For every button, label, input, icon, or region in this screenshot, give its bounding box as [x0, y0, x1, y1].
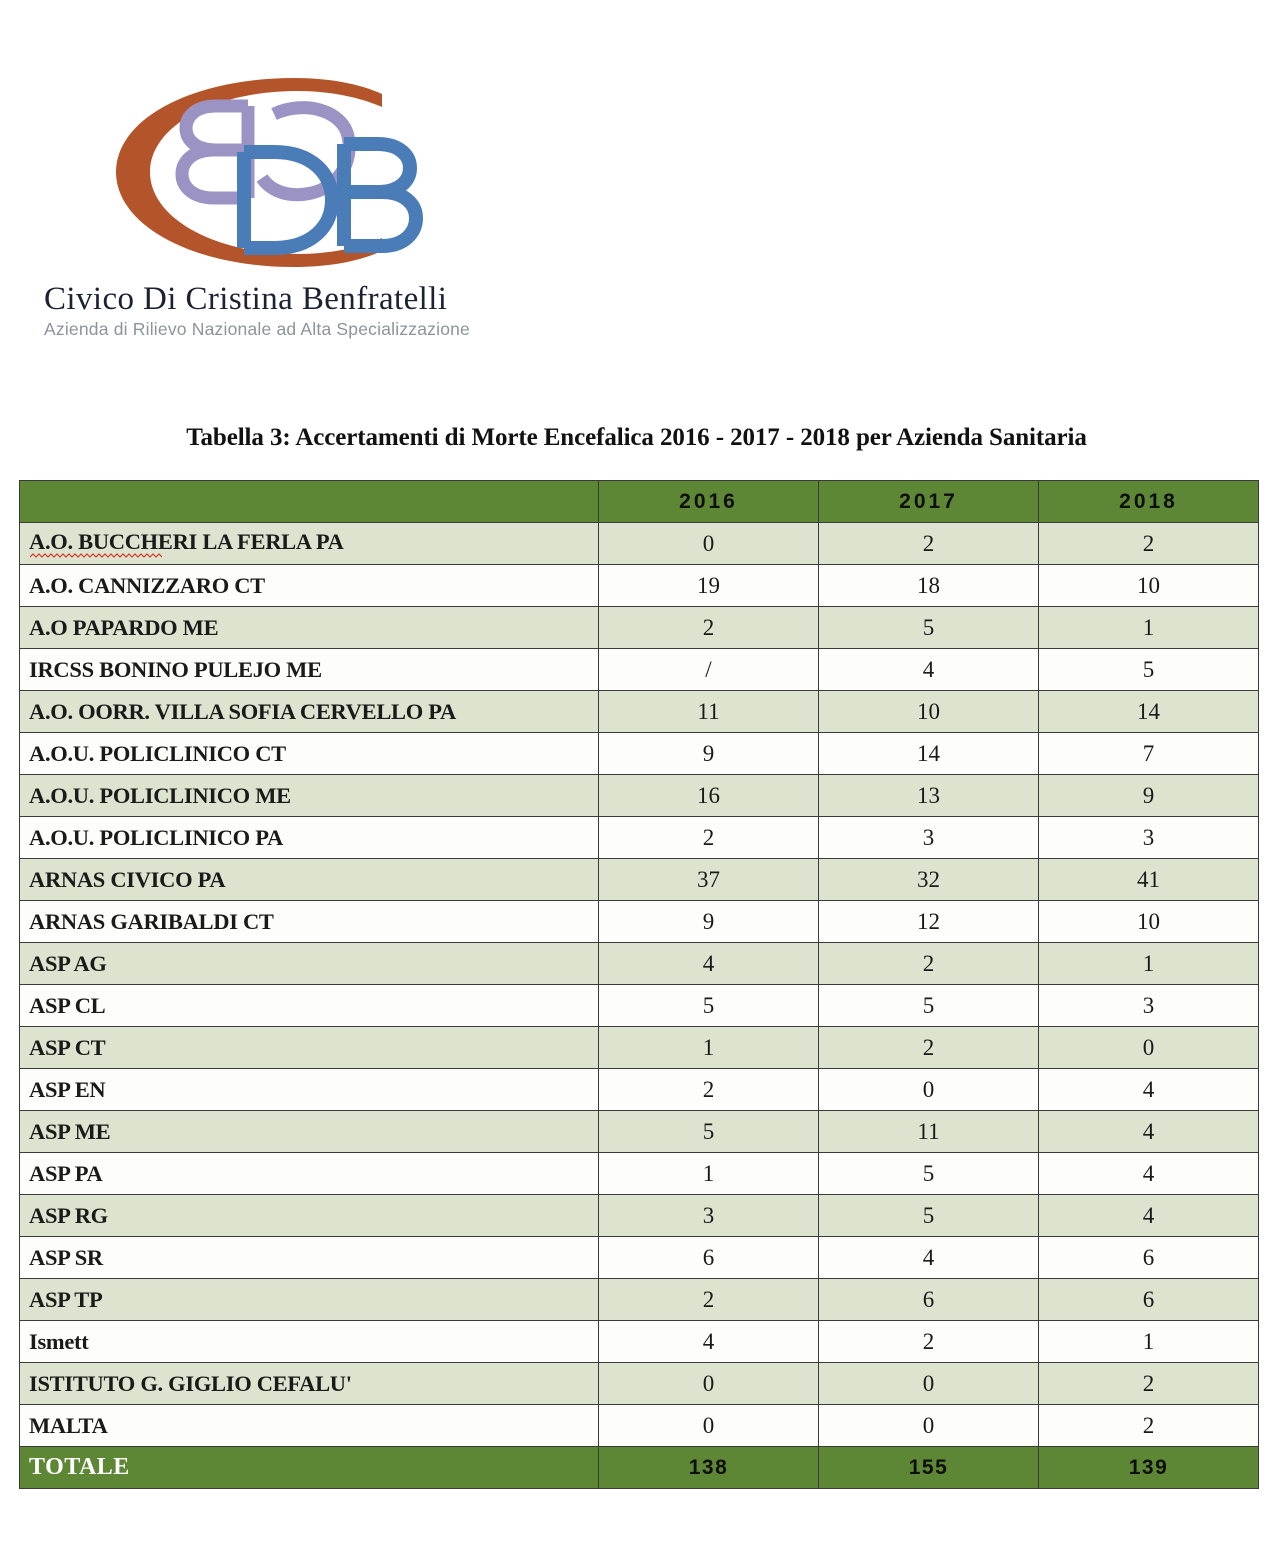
value-2016: 37 — [599, 859, 819, 901]
value-2018: 10 — [1039, 565, 1259, 607]
value-2018: 9 — [1039, 775, 1259, 817]
value-2016: 2 — [599, 607, 819, 649]
facility-name: IRCSS BONINO PULEJO ME — [20, 649, 599, 691]
table-body — [20, 523, 1259, 1447]
facility-name: ASP ME — [20, 1111, 599, 1153]
value-2016: 2 — [599, 1279, 819, 1321]
table-title: Tabella 3: Accertamenti di Morte Encefalica 2016 - 2017 - 2018 per Azienda Sanitaria — [186, 424, 1087, 451]
value-2017: 2 — [819, 943, 1039, 985]
facility-name: ARNAS CIVICO PA — [20, 859, 599, 901]
brain-death-assessments-table — [19, 480, 1259, 1489]
value-2017: 11 — [819, 1111, 1039, 1153]
table-header-row — [20, 481, 1259, 523]
value-2018: 4 — [1039, 1069, 1259, 1111]
value-2016: / — [599, 649, 819, 691]
value-2016: 9 — [599, 901, 819, 943]
value-2017: 32 — [819, 859, 1039, 901]
value-2018: 2 — [1039, 1363, 1259, 1405]
value-2017: 4 — [819, 649, 1039, 691]
facility-name: MALTA — [20, 1405, 599, 1447]
facility-name: ASP CT — [20, 1027, 599, 1069]
value-2016: 19 — [599, 565, 819, 607]
table-row — [20, 1111, 1259, 1153]
column-header-facility — [20, 481, 599, 523]
facility-name: ISTITUTO G. GIGLIO CEFALU' — [20, 1363, 599, 1405]
value-2017: 3 — [819, 817, 1039, 859]
table-row — [20, 733, 1259, 775]
table-row — [20, 775, 1259, 817]
table-row — [20, 1405, 1259, 1447]
value-2017: 2 — [819, 1321, 1039, 1363]
facility-name: Ismett — [20, 1321, 599, 1363]
value-2017: 2 — [819, 1027, 1039, 1069]
value-2017: 5 — [819, 1153, 1039, 1195]
table-row — [20, 1069, 1259, 1111]
cdb-monogram-logo — [98, 70, 438, 275]
value-2016: 0 — [599, 1405, 819, 1447]
table-row — [20, 1027, 1259, 1069]
facility-name: ASP RG — [20, 1195, 599, 1237]
facility-name: A.O. BUCCHERI LA FERLA PA — [20, 523, 599, 565]
value-2016: 5 — [599, 985, 819, 1027]
total-2016: 138 — [599, 1447, 819, 1489]
table-container — [19, 480, 1258, 1489]
value-2016: 2 — [599, 1069, 819, 1111]
column-header-2016: 2016 — [599, 481, 819, 523]
facility-name: ASP PA — [20, 1153, 599, 1195]
value-2016: 5 — [599, 1111, 819, 1153]
value-2017: 0 — [819, 1363, 1039, 1405]
value-2018: 2 — [1039, 523, 1259, 565]
value-2017: 5 — [819, 985, 1039, 1027]
table-row — [20, 1279, 1259, 1321]
value-2017: 5 — [819, 607, 1039, 649]
value-2018: 4 — [1039, 1153, 1259, 1195]
value-2018: 0 — [1039, 1027, 1259, 1069]
facility-name: A.O PAPARDO ME — [20, 607, 599, 649]
table-row — [20, 859, 1259, 901]
value-2017: 5 — [819, 1195, 1039, 1237]
value-2016: 9 — [599, 733, 819, 775]
table-row — [20, 649, 1259, 691]
value-2016: 3 — [599, 1195, 819, 1237]
total-label: TOTALE — [20, 1447, 599, 1489]
value-2016: 0 — [599, 1363, 819, 1405]
value-2017: 13 — [819, 775, 1039, 817]
table-row — [20, 901, 1259, 943]
total-2017: 155 — [819, 1447, 1039, 1489]
value-2018: 2 — [1039, 1405, 1259, 1447]
facility-name: ASP SR — [20, 1237, 599, 1279]
facility-name: A.O. OORR. VILLA SOFIA CERVELLO PA — [20, 691, 599, 733]
column-header-2018: 2018 — [1039, 481, 1259, 523]
value-2017: 12 — [819, 901, 1039, 943]
value-2018: 10 — [1039, 901, 1259, 943]
value-2018: 3 — [1039, 985, 1259, 1027]
value-2018: 5 — [1039, 649, 1259, 691]
table-row — [20, 691, 1259, 733]
table-row — [20, 1237, 1259, 1279]
table-row — [20, 1153, 1259, 1195]
value-2018: 3 — [1039, 817, 1259, 859]
organization-subtitle: Azienda di Rilievo Nazionale ad Alta Specializzazione — [44, 319, 470, 339]
value-2016: 1 — [599, 1027, 819, 1069]
facility-name: A.O. CANNIZZARO CT — [20, 565, 599, 607]
value-2018: 4 — [1039, 1111, 1259, 1153]
value-2016: 2 — [599, 817, 819, 859]
total-2018: 139 — [1039, 1447, 1259, 1489]
table-row — [20, 607, 1259, 649]
value-2016: 16 — [599, 775, 819, 817]
value-2016: 1 — [599, 1153, 819, 1195]
value-2017: 6 — [819, 1279, 1039, 1321]
table-row — [20, 817, 1259, 859]
value-2016: 4 — [599, 1321, 819, 1363]
table-row — [20, 1195, 1259, 1237]
value-2018: 7 — [1039, 733, 1259, 775]
facility-name: ARNAS GARIBALDI CT — [20, 901, 599, 943]
table-row — [20, 1363, 1259, 1405]
table-footer — [20, 1447, 1259, 1489]
table-total-row — [20, 1447, 1259, 1489]
organization-logo-block — [36, 70, 506, 340]
value-2017: 0 — [819, 1405, 1039, 1447]
facility-name: A.O.U. POLICLINICO PA — [20, 817, 599, 859]
value-2018: 1 — [1039, 607, 1259, 649]
value-2018: 6 — [1039, 1279, 1259, 1321]
table-row — [20, 985, 1259, 1027]
table-row — [20, 565, 1259, 607]
value-2016: 4 — [599, 943, 819, 985]
facility-name: ASP AG — [20, 943, 599, 985]
table-row — [20, 523, 1259, 565]
table-row — [20, 943, 1259, 985]
value-2017: 14 — [819, 733, 1039, 775]
value-2016: 6 — [599, 1237, 819, 1279]
value-2018: 4 — [1039, 1195, 1259, 1237]
value-2017: 2 — [819, 523, 1039, 565]
value-2018: 6 — [1039, 1237, 1259, 1279]
facility-name: A.O.U. POLICLINICO CT — [20, 733, 599, 775]
facility-name: A.O.U. POLICLINICO ME — [20, 775, 599, 817]
value-2017: 10 — [819, 691, 1039, 733]
value-2017: 0 — [819, 1069, 1039, 1111]
organization-name: Civico Di Cristina Benfratelli — [44, 281, 448, 317]
table-header — [20, 481, 1259, 523]
facility-name: ASP EN — [20, 1069, 599, 1111]
value-2018: 41 — [1039, 859, 1259, 901]
value-2017: 18 — [819, 565, 1039, 607]
value-2018: 1 — [1039, 1321, 1259, 1363]
value-2017: 4 — [819, 1237, 1039, 1279]
value-2016: 0 — [599, 523, 819, 565]
table-row — [20, 1321, 1259, 1363]
facility-name: ASP CL — [20, 985, 599, 1027]
value-2018: 1 — [1039, 943, 1259, 985]
value-2018: 14 — [1039, 691, 1259, 733]
spellcheck-squiggle-icon — [30, 553, 162, 558]
column-header-2017: 2017 — [819, 481, 1039, 523]
value-2016: 11 — [599, 691, 819, 733]
facility-name: ASP TP — [20, 1279, 599, 1321]
